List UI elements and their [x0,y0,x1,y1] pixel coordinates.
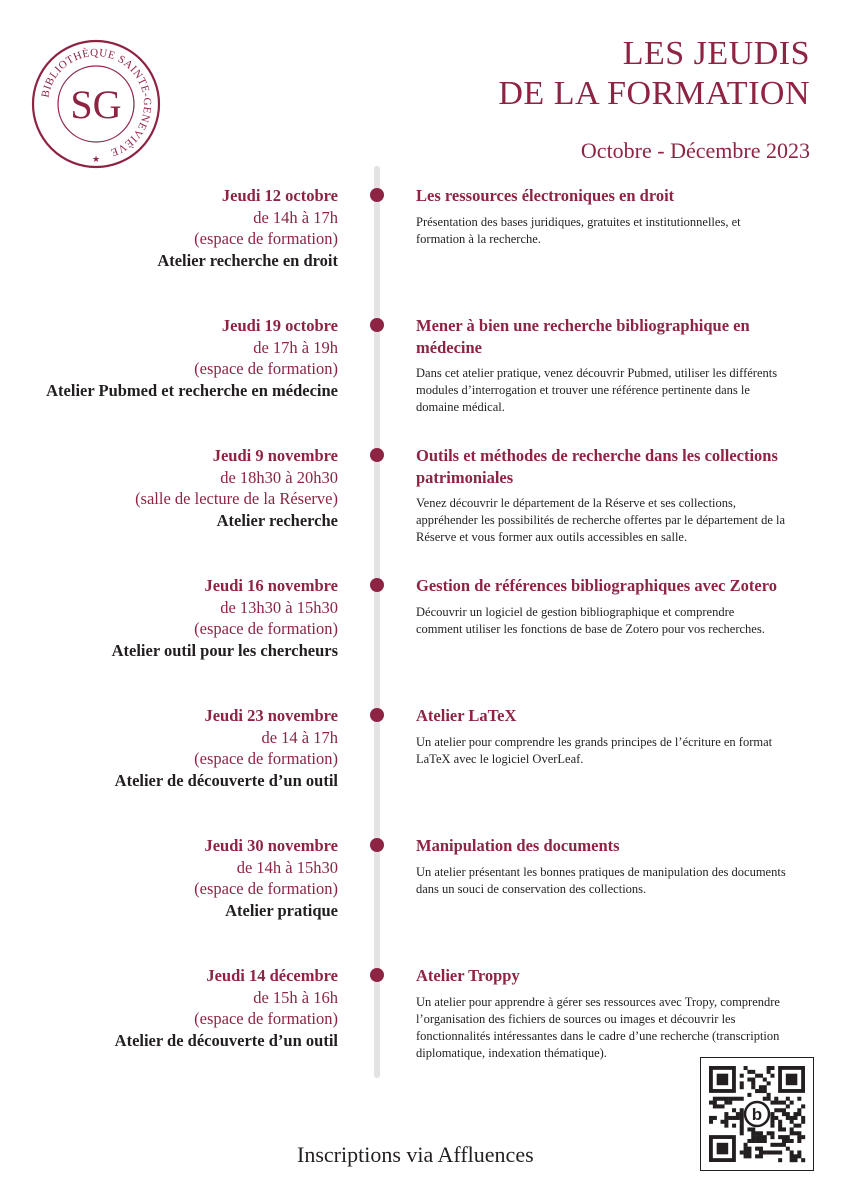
timeline-event [0,315,848,435]
event-title [416,315,816,358]
event-description-line: l’organisation des fichiers de sources ou images et découvrir les [416,1011,736,1026]
event-date: Jeudi 19 octobre [221,316,338,335]
event-time: de 13h30 à 15h30 [220,597,338,617]
event-title [416,445,816,488]
event-description-line: dans un souci de conservation des collections. [416,881,647,896]
event-title-line: Atelier Troppy [416,966,520,985]
logo-monogram: SG [70,82,122,127]
event-place: (espace de formation) [194,749,338,768]
event-date: Jeudi 16 novembre [204,576,338,595]
event-time: de 14 à 17h [261,727,338,747]
event-title-line: Atelier LaTeX [416,706,517,725]
event-details [416,445,816,546]
event-title [416,705,816,727]
event-place: (espace de formation) [194,359,338,378]
timeline-dot [370,708,384,722]
event-date: Jeudi 14 décembre [206,966,338,985]
event-description-line: Dans cet atelier pratique, venez découvrir Pubmed, utiliser les différents [416,366,778,380]
event-place: (espace de formation) [194,229,338,248]
timeline-dot [370,578,384,592]
event-title [416,835,816,857]
registration-footer: Inscriptions via Affluences [297,1142,534,1167]
event-details [416,575,816,638]
event-title-line: Gestion de références bibliographiques avec Zotero [416,576,777,595]
event-date: Jeudi 23 novembre [204,706,338,725]
event-title [416,185,816,207]
event-type: Atelier pratique [225,900,338,920]
event-description-line: domaine médical. [416,400,505,414]
event-title-line: Manipulation des documents [416,836,620,855]
event-time: de 18h30 à 20h30 [220,467,338,487]
logo-ring-text: BIBLIOTHÈQUE SAINTE-GENEVIÈVE [39,46,154,159]
title-line-2: DE LA FORMATION [498,75,810,112]
event-date: Jeudi 12 octobre [221,186,338,205]
event-description-line: Réserve et vous former aux outils accessibles en salle. [416,530,688,544]
event-description-line: Présentation des bases juridiques, gratuites et institutionnelles, et [416,214,741,229]
event-time: de 15h à 16h [253,987,338,1007]
timeline-dot [370,188,384,202]
event-time: de 14h à 17h [253,207,338,227]
event-place: (espace de formation) [194,879,338,898]
event-type: Atelier de découverte d’un outil [114,1030,338,1050]
event-description-line: comment utiliser les fonctions de base de Zotero pour vos recherches. [416,621,765,636]
timeline-event [0,705,848,825]
timeline-dot [370,968,384,982]
event-details [416,705,816,768]
event-description-line: Découvrir un logiciel de gestion bibliographique et comprendre [416,604,735,619]
timeline-event [0,835,848,955]
event-place: (espace de formation) [194,619,338,638]
qr-center-logo: b [751,1105,763,1124]
event-type: Atelier outil pour les chercheurs [111,640,338,660]
event-details [416,965,816,1062]
event-description-line: Un atelier présentant les bonnes pratiques de manipulation des documents [416,864,786,879]
title-line-1: LES JEUDIS [622,35,810,72]
event-description-line: diplomatique, indexation thématique). [416,1045,607,1060]
page-title [498,34,810,114]
event-description-line: Un atelier pour comprendre les grands principes de l’écriture en format [416,734,773,749]
timeline-event [0,445,848,565]
event-title-line: Les ressources électroniques en droit [416,186,675,205]
timeline-event [0,575,848,695]
event-title-line: patrimoniales [416,467,514,487]
event-description-line: LaTeX avec le logiciel OverLeaf. [416,751,584,766]
event-schedule [157,185,338,271]
event-place: (espace de formation) [194,1009,338,1028]
timeline-event [0,185,848,305]
event-description [416,864,816,898]
event-description [416,495,816,546]
timeline-dot [370,448,384,462]
event-details [416,835,816,898]
event-date: Jeudi 30 novembre [204,836,338,855]
event-description-line: Un atelier pour apprendre à gérer ses ressources avec Tropy, comprendre [416,994,780,1009]
star-icon: ★ [91,154,101,164]
event-type: Atelier recherche en droit [157,250,338,270]
event-description [416,214,816,248]
event-description-line: formation à la recherche. [416,231,541,246]
event-description-line: fonctionnalités intéressantes dans le cadre d’une recherche (transcription [416,1028,780,1043]
event-time: de 14h à 15h30 [236,857,338,877]
event-title-line: Mener à bien une recherche bibliographique en médecine [416,316,750,357]
event-description [416,365,816,416]
page-subtitle: Octobre - Décembre 2023 [580,138,810,163]
bibliotheque-logo [30,38,162,170]
event-title [416,965,816,987]
event-details [416,315,816,416]
event-description [416,994,816,1062]
timeline-dot [370,838,384,852]
event-description-line: Venez découvrir le département de la Réserve et ses collections, [416,496,737,510]
qr-code-icon[interactable] [700,1057,814,1171]
event-type: Atelier de découverte d’un outil [114,770,338,790]
event-description-line: modules d’interrogation et trouver une référence pertinente dans le [416,383,750,397]
event-title-line: Outils et méthodes de recherche dans les collections [416,446,778,465]
event-description-line: appréhender les possibilités de recherche offertes par le département de la [416,513,786,527]
event-schedule [115,705,338,791]
event-schedule [194,835,338,921]
event-schedule [115,965,338,1051]
event-title [416,575,816,597]
event-schedule [112,575,338,661]
event-description [416,604,816,638]
event-date: Jeudi 9 novembre [212,446,338,465]
event-place: (salle de lecture de la Réserve) [135,489,338,508]
event-description [416,734,816,768]
timeline-dot [370,318,384,332]
event-type: Atelier recherche [216,510,338,530]
event-schedule [46,315,338,401]
event-details [416,185,816,248]
event-time: de 17h à 19h [253,337,338,357]
event-schedule [135,445,338,531]
event-type: Atelier Pubmed et recherche en médecine [46,380,338,400]
